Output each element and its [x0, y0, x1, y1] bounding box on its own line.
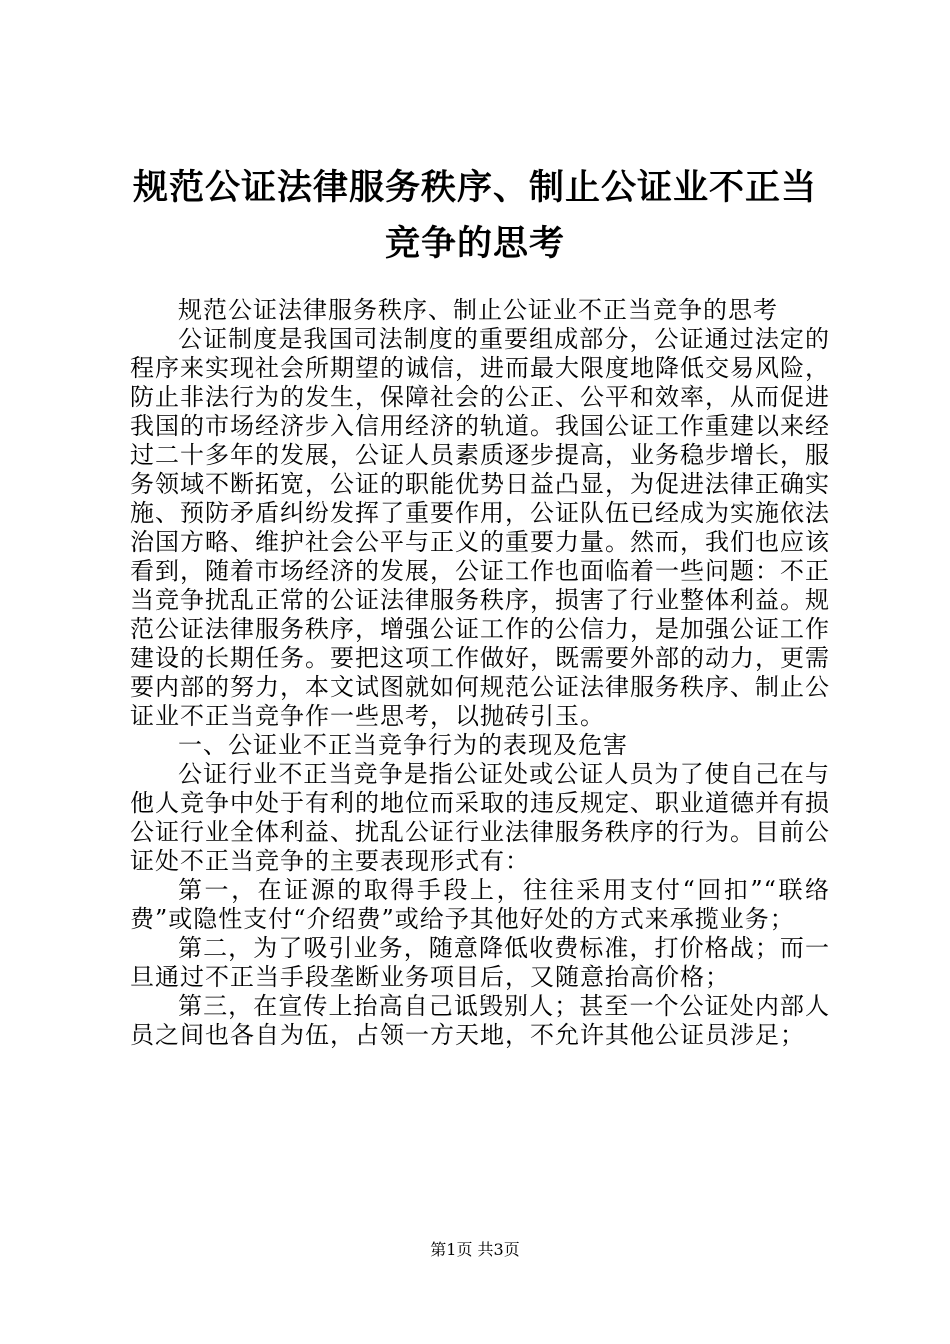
document-title: 规范公证法律服务秩序、制止公证业不正当竞争的思考: [132, 168, 817, 264]
paragraph: 第二，为了吸引业务，随意降低收费标准，打价格战；而一旦通过不正当手段垄断业务项目后，又随意抬高价格；: [130, 934, 830, 991]
section-heading: 一、公证业不正当竞争行为的表现及危害: [178, 731, 628, 759]
paragraph: 第一，在证源的取得手段上，往往采用支付“回扣”“联络费”或隐性支付“介绍费”或给予其他好处的方式来承揽业务；: [130, 876, 830, 933]
paragraph: 公证行业不正当竞争是指公证处或公证人员为了使自己在与他人竞争中处于有利的地位而采取的违反规定、职业道德并有损公证行业全体利益、扰乱公证行业法律服务秩序的行为。目前公证处不正当竞争的主要表现形式有：: [130, 760, 830, 875]
document-body: [130, 296, 830, 1050]
paragraph: 公证制度是我国司法制度的重要组成部分，公证通过法定的程序来实现社会所期望的诚信，进而最大限度地降低交易风险，防止非法行为的发生，保障社会的公正、公平和效率，从而促进我国的市场经济步入信用经济的轨道。我国公证工作重建以来经过二十多年的发展，公证人员素质逐步提高，业务稳步增长，服务领域不断拓宽，公证的职能优势日益凸显，为促进法律正确实施、预防矛盾纠纷发挥了重要作用，公证队伍已经成为实施依法治国方略、维护社会公平与正义的重要力量。然而，我们也应该看到，随着市场经济的发展，公证工作也面临着一些问题：不正当竞争扰乱正常的公证法律服务秩序，损害了行业整体利益。规范公证法律服务秩序，增强公证工作的公信力，是加强公证工作建设的长期任务。要把这项工作做好，既需要外部的动力，更需要内部的努力，本文试图就如何规范公证法律服务秩序、制止公证业不正当竞争作一些思考，以抛砖引玉。: [130, 325, 830, 730]
paragraph: 第三，在宣传上抬高自己诋毁别人；甚至一个公证处内部人员之间也各自为伍，占领一方天地，不允许其他公证员涉足；: [130, 992, 830, 1049]
page-footer: 第1页 共3页: [430, 1240, 520, 1259]
paragraph-subtitle: 规范公证法律服务秩序、制止公证业不正当竞争的思考: [178, 296, 778, 324]
